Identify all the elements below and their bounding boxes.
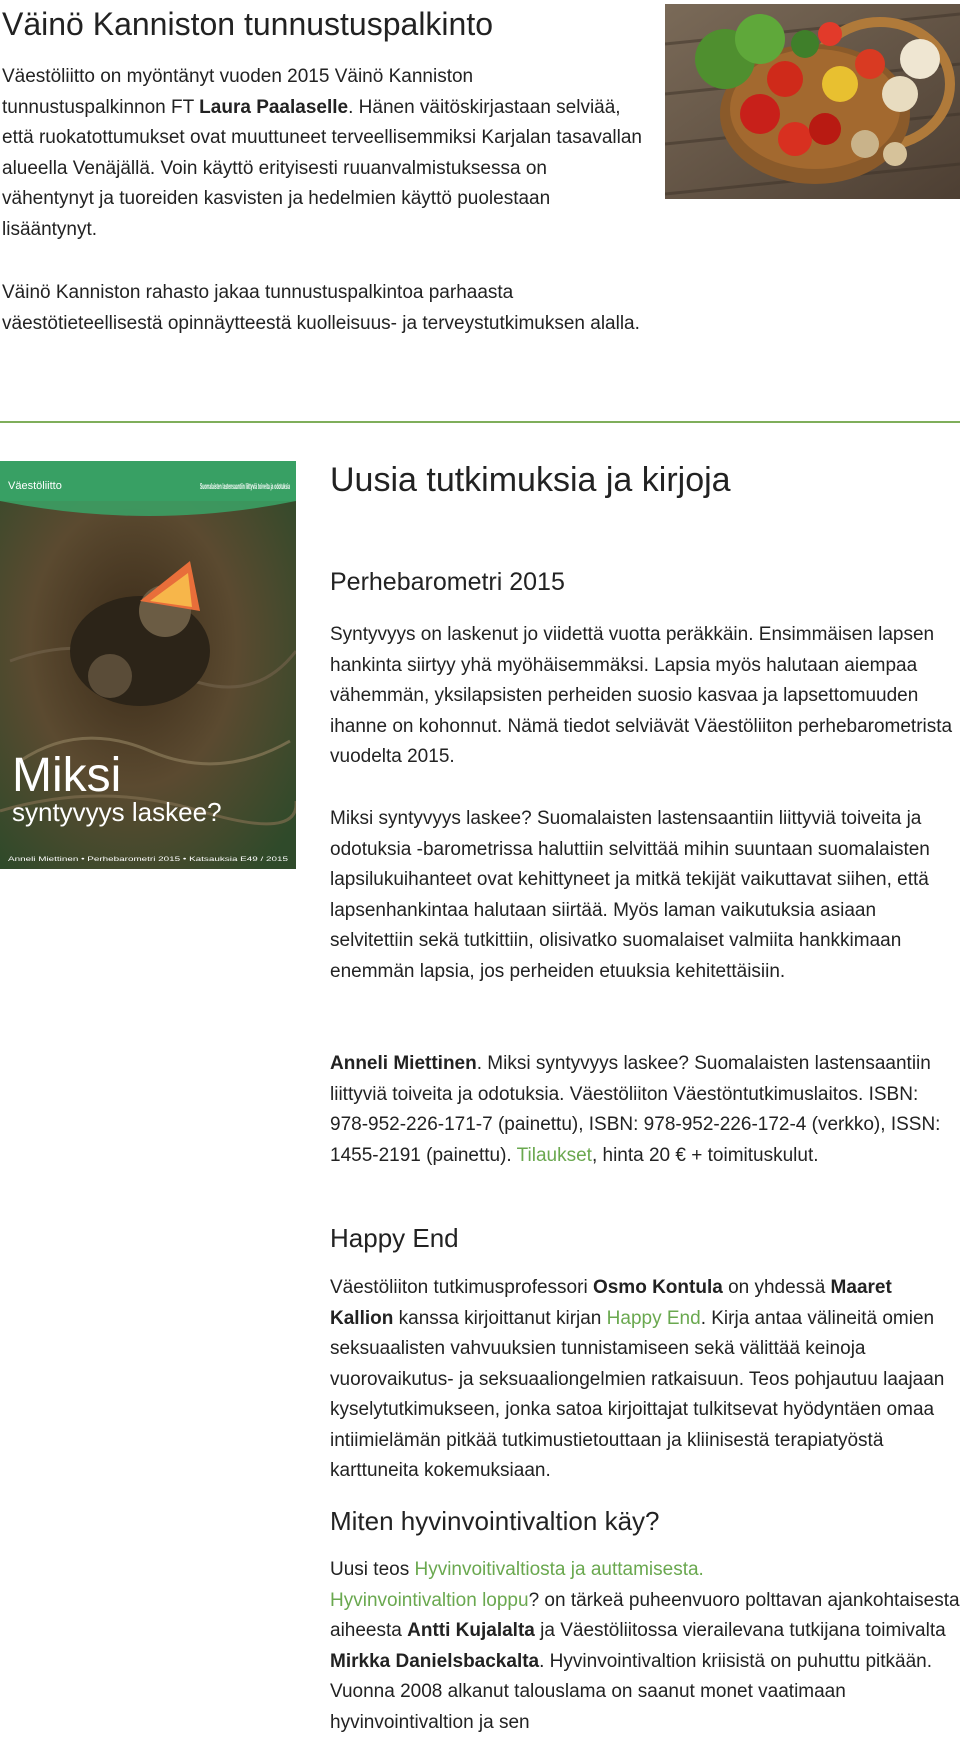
- perhebarometri-paragraph-2: Miksi syntyvyys laskee? Suomalaisten lastensaantiin liittyviä toiveita ja odotuksia -barometrissa haluttiin selvittää mihin suuntaan suomalaisten lapsilukuihanteet ovat kehittyneet ja mitkä tekijät vaikuttavat siihen, että lapsenhankintaa halutaan siirtää. Myös laman vaikutuksia asiaan selvitettiin sekä tutkittiin, olisivatko suomalaiset valmiita hankkimaan enemmän lapsia, jos perheiden etuuksia kehitettäisiin.: [330, 808, 930, 982]
- happy-end-heading: Happy End: [330, 1223, 459, 1253]
- author-osmo-kontula: Osmo Kontula: [592, 1277, 723, 1298]
- cover-logo: Väestöliitto: [8, 480, 62, 492]
- award-paragraph-1: Väestöliitto on myöntänyt vuoden 2015 Väinö Kanniston tunnustuspalkinnon FT Laura Paalaselle. Hänen väitöskirjastaan selviää, että ruokatottumukset ovat muuttuneet terveellisemmiksi Karjalan tasavallan alueella Venäjällä. Voin käyttö erityisesti ruuanvalmistuksessa on vähentynyt ja tuoreiden kasvisten ja hedelmien käyttö puolestaan lisääntynyt.: [2, 66, 642, 240]
- author-maaret-kallio: Maaret Kallion: [330, 1277, 892, 1329]
- hyvinvointivaltion-loppu-link[interactable]: Hyvinvointivaltion loppu: [330, 1589, 529, 1611]
- author-name: Anneli Miettinen: [330, 1053, 477, 1074]
- perhebarometri-citation: Anneli Miettinen. Miksi syntyvyys laskee? Suomalaisten lastensaantiin liittyviä toiveita ja odotuksia. Väestöliiton Väestöntutkimuslaitos. ISBN: 978-952-226-171-7 (painettu), ISBN: 978-952-226-172-4 (verkko), ISSN: 1455-2191 (painettu). Tilaukset, hinta 20 € + toimituskulut.: [330, 1053, 941, 1166]
- cover-footer: Anneli Miettinen • Perhebarometri 2015 • Katsauksia E49 / 2015: [8, 857, 290, 863]
- tilaukset-link[interactable]: Tilaukset: [516, 1144, 592, 1166]
- hyvinvointivaltio-heading: Miten hyvinvointivaltion käy?: [330, 1506, 660, 1536]
- happy-end-paragraph: Väestöliiton tutkimusprofessori Osmo Kontula on yhdessä Maaret Kallion kanssa kirjoittanut kirjan Happy End. Kirja antaa välineitä omien seksuaalisten vahvuuksien tunnistamiseen sekä välittää keinoja vuorovaikutus- ja seksuaaliongelmien ratkaisuun. Teos pohjautuu laajaan kyselytutkimukseen, jonka satoa kirjoittajat tulkitsevat hyödyntäen omaa intiimielämän pitkää tutkimustietouttaan ja kliinisestä terapiatyöstä karttuneita kokemuksiaan.: [330, 1277, 945, 1481]
- cover-title-line2: syntyvyys laskee?: [12, 797, 222, 827]
- section-title: Uusia tutkimuksia ja kirjoja: [330, 461, 731, 499]
- award-paragraph-2: Väinö Kanniston rahasto jakaa tunnustuspalkintoa parhaasta väestötieteellisestä opinnäytteestä kuolleisuus- ja terveystutkimuksen alalla.: [2, 282, 640, 334]
- cover-blurb: Suomalaisten lastensaantiin liittyviä toiveita ja odotuksia: [200, 482, 291, 491]
- vegetable-basket-photo: [665, 4, 960, 199]
- cover-title-line1: Miksi: [12, 749, 122, 802]
- happy-end-link[interactable]: Happy End: [606, 1307, 701, 1329]
- book-cover-image[interactable]: [0, 461, 296, 869]
- hyvinvointivaltiosta-link[interactable]: Hyvinvoitivaltiosta ja auttamisesta.: [414, 1559, 704, 1580]
- hyvinvointivaltio-paragraph: Uusi teos Hyvinvoitivaltiosta ja auttamisesta. Hyvinvointivaltion loppu? on tärkeä puheenvuoro polttavan ajankohtaisesta aiheesta Antti Kujalalta ja Väestöliitossa vierailevana tutkijana toimivalta Mirkka Danielsbackalta. Hyvinvointivaltion kriisistä on puhuttu pitkään. Vuonna 2008 alkanut talouslama on saanut monet vaatimaan hyvinvointivaltion ja sen: [330, 1559, 960, 1733]
- section-divider: [0, 421, 960, 423]
- author-antti-kujala: Antti Kujalalta: [407, 1620, 535, 1641]
- perhebarometri-heading: Perhebarometri 2015: [330, 568, 565, 596]
- perhebarometri-paragraph-1: Syntyvyys on laskenut jo viidettä vuotta peräkkäin. Ensimmäisen lapsen hankinta siirtyy yhä myöhäisemmäksi. Lapsia myös halutaan aiempaa vähemmän, yksilapsisten perheiden suosio kasvaa ja lapsettomuuden ihanne on kohonnut. Nämä tiedot selviävät Väestöliiton perhebarometrista vuodelta 2015.: [330, 624, 953, 767]
- laureate-name: Laura Paalaselle: [199, 96, 349, 118]
- author-mirkka-danielsback: Mirkka Danielsbackalta: [330, 1650, 540, 1672]
- award-title: Väinö Kanniston tunnustuspalkinto: [2, 6, 494, 42]
